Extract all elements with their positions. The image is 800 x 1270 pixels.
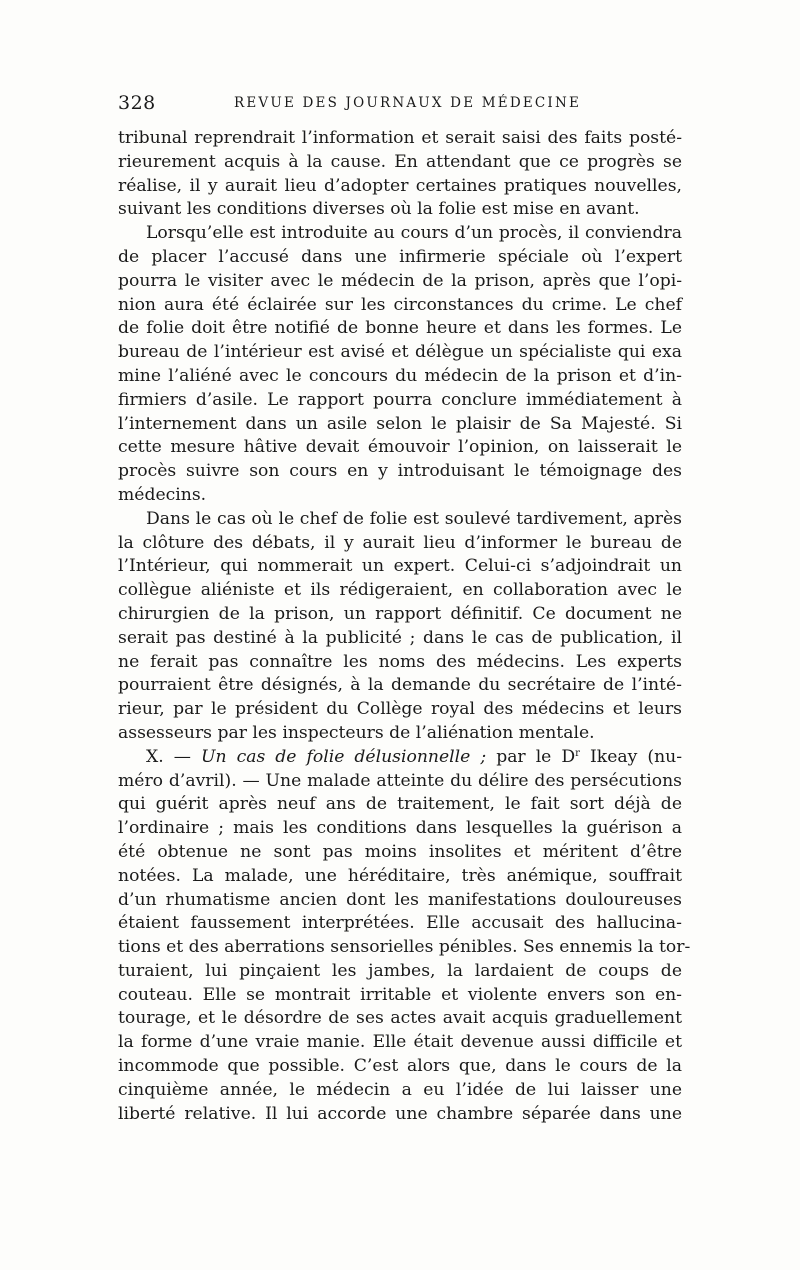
text-line: été obtenue ne sont pas moins insolites et méritent d’être [118, 841, 682, 862]
text-line: liberté relative. Il lui accorde une chambre séparée dans une [118, 1103, 682, 1124]
text-line: d’un rhumatisme ancien dont les manifestations douloureuses [118, 889, 682, 910]
text-line: rieurement acquis à la cause. En attendant que ce progrès se [118, 151, 682, 172]
text-line: la forme d’une vraie manie. Elle était devenue aussi difficile et [118, 1032, 682, 1053]
text-line: cinquième année, le médecin a eu l’idée de lui laisser une [118, 1079, 682, 1100]
text-line: cette mesure hâtive devait émouvoir l’opinion, on laisserait le [118, 437, 682, 458]
page-number: 328 [118, 92, 156, 114]
text-line: l’Intérieur, qui nommerait un expert. Celui-ci s’adjoindrait un [118, 556, 682, 577]
text-line: incommode que possible. C’est alors que, dans le cours de la [118, 1056, 682, 1077]
text-line: Lorsqu’elle est introduite au cours d’un procès, il conviendra [146, 223, 682, 244]
text-line: qui guérit après neuf ans de traitement, le fait sort déjà de [118, 794, 682, 815]
section-numeral: X. — [146, 746, 191, 767]
text-line: de placer l’accusé dans une infirmerie spéciale où l’expert [118, 246, 682, 267]
text-line: tribunal reprendrait l’information et serait saisi des faits posté- [118, 128, 682, 148]
section-heading-line [118, 746, 682, 770]
body-text [118, 127, 691, 1126]
text-line: mine l’aliéné avec le concours du médecin de la prison et d’in- [118, 365, 682, 386]
text-line: couteau. Elle se montrait irritable et violente envers son en- [118, 984, 682, 1005]
text-line: étaient faussement interprétées. Elle accusait des hallucina- [118, 913, 682, 934]
text-line: réalise, il y aurait lieu d’adopter certaines pratiques nouvelles, [118, 175, 682, 196]
text-line: ne ferait pas connaître les noms des médecins. Les experts [118, 651, 682, 672]
text-line: de folie doit être notifié de bonne heure et dans les formes. Le [118, 318, 682, 339]
section-byline: par le D [496, 746, 576, 767]
text-line: la clôture des débats, il y aurait lieu d’informer le bureau de [118, 532, 682, 553]
text-line: bureau de l’intérieur est avisé et délègue un spécialiste qui exa [118, 342, 682, 363]
text-line: chirurgien de la prison, un rapport définitif. Ce document ne [118, 603, 682, 624]
text-line: firmiers d’asile. Le rapport pourra conclure immédiatement à [118, 389, 682, 410]
text-line: pourraient être désignés, à la demande du secrétaire de l’inté- [118, 675, 682, 696]
text-line: Dans le cas où le chef de folie est soulevé tardivement, après [146, 508, 682, 529]
journal-title: REVUE DES JOURNAUX DE MÉDECINE [234, 95, 582, 111]
text-line: l’ordinaire ; mais les conditions dans lesquelles la guérison a [118, 818, 682, 839]
text-line: collègue aliéniste et ils rédigeraient, en collaboration avec le [118, 580, 682, 601]
doctor-abbrev-superscript: r [575, 747, 580, 759]
text-line: assesseurs par les inspecteurs de l’aliénation mentale. [118, 722, 595, 743]
running-head [118, 92, 680, 116]
text-line: tourage, et le désordre de ses actes avait acquis graduellement [118, 1008, 682, 1029]
text-line: tions et des aberrations sensorielles pénibles. Ses ennemis la tor- [118, 937, 691, 958]
text-line: pourra le visiter avec le médecin de la prison, après que l’opi- [118, 270, 682, 291]
section-author: Ikeay (nu- [590, 746, 683, 767]
text-line: méro d’avril). — Une malade atteinte du délire des persécutions [118, 770, 682, 791]
text-line: l’internement dans un asile selon le plaisir de Sa Majesté. Si [118, 413, 682, 434]
section-title: Un cas de folie délusionnelle ; [200, 746, 487, 767]
text-line: rieur, par le président du Collège royal des médecins et leurs [118, 699, 682, 720]
text-line: nion aura été éclairée sur les circonstances du crime. Le chef [118, 294, 682, 315]
text-line: médecins. [118, 484, 207, 505]
text-line: suivant les conditions diverses où la folie est mise en avant. [118, 199, 640, 220]
text-line: notées. La malade, une héréditaire, très anémique, souffrait [118, 865, 682, 886]
text-line: serait pas destiné à la publicité ; dans le cas de publication, il [118, 627, 682, 648]
text-line: procès suivre son cours en y introduisant le témoignage des [118, 461, 682, 482]
text-line: turaient, lui pinçaient les jambes, la lardaient de coups de [118, 960, 682, 981]
